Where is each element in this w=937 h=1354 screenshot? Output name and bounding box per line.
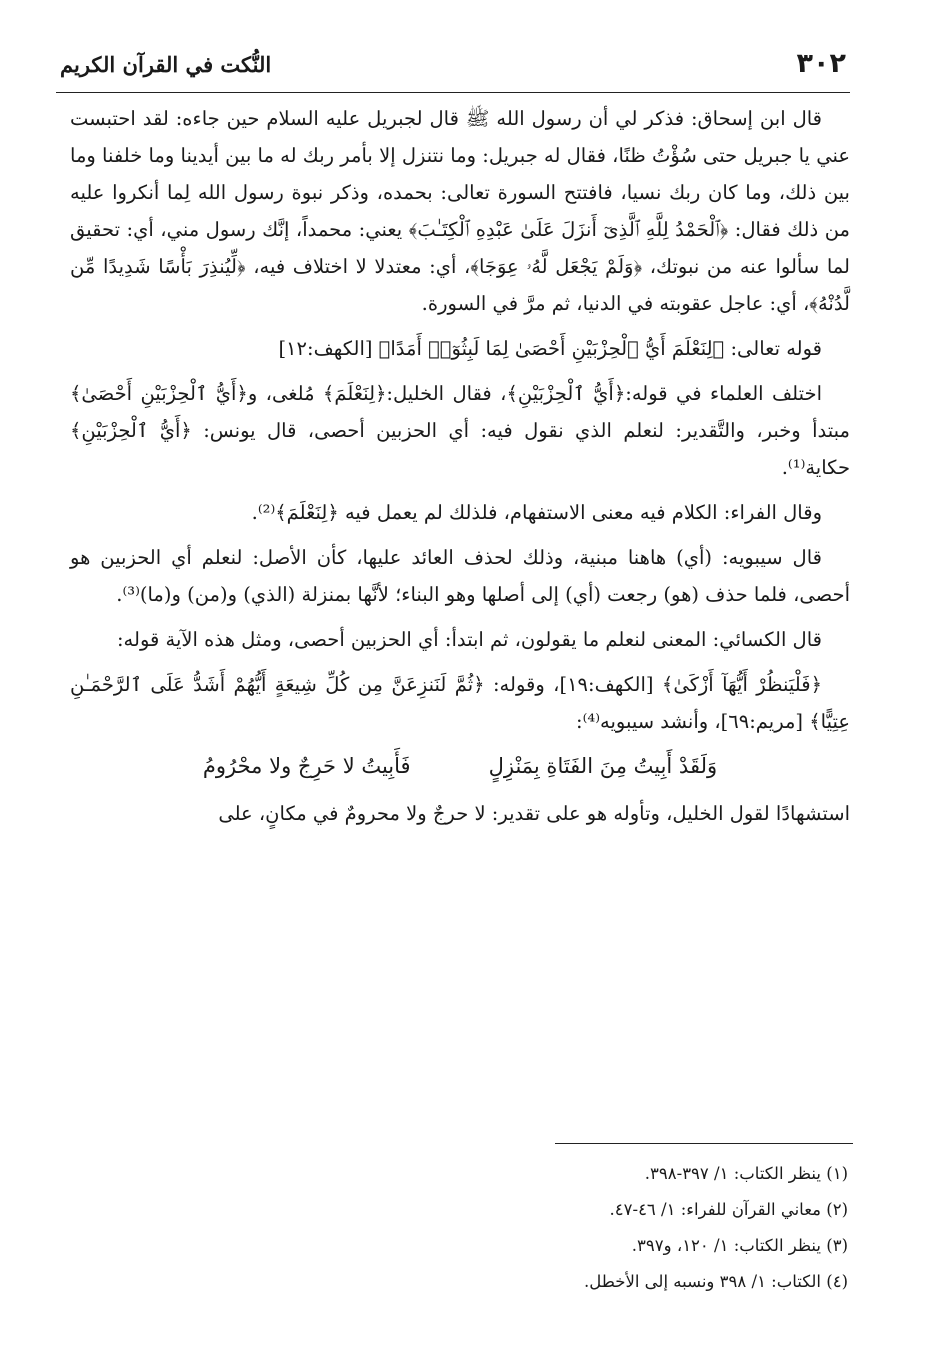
footnotes (120, 1156, 848, 1300)
running-title: النُّكت في القرآن الكريم (60, 52, 272, 77)
paragraph-kisai: قال الكسائي: المعنى لنعلم ما يقولون، ثم ابتدأ: أي الحزبين أحصى، ومثل هذه الآية قوله: (116, 628, 822, 651)
footnote-3: (٣) ينظر الكتاب: ١/ ١٢٠، و٣٩٧. (631, 1236, 848, 1255)
footnote-rule (555, 1143, 853, 1144)
paragraph-khalil: اختلف العلماء في قوله:﴿أَيُّ ٱلْحِزْبَيْنِ﴾، فقال الخليل:﴿لِنَعْلَمَ﴾ مُلغى، و﴿أَيُّ ٱلْحِزْبَيْنِ أَحْصَىٰ﴾ مبتدأ وخبر، والتَّقدير: لنعلم الذي نقول فيه: أي الحزبين أحصى، قال يونس: ﴿أَيُّ ٱلْحِزْبَيْنِ﴾ حكاية⁽¹⁾. (70, 382, 850, 479)
footnote-2: (٢) معاني القرآن للفراء: ١/ ٤٦-٤٧. (609, 1200, 848, 1219)
verse-second-hemistich: فَأَبِيتُ لا حَرِجٌ ولا محْرُومُ (202, 754, 411, 778)
footnote-4: (٤) الكتاب: ١/ ٣٩٨ ونسبه إلى الأخطل. (583, 1272, 848, 1291)
paragraph-sibawayh: قال سيبويه: (أي) هاهنا مبنية، وذلك لحذف العائد عليها، كأن الأصل: لنعلم أي الحزبين هو أحصى، فلما حذف (هو) رجعت (أي) إلى أصلها وهو البناء؛ لأنَّها بمنزلة (الذي) و(من) و(ما)⁽³⁾. (70, 546, 850, 606)
paragraph-verse-12: قوله تعالى: ﴿لِنَعْلَمَ أَيُّ ٱلْحِزْبَيْنِ أَحْصَىٰ لِمَا لَبِثُوٓا۟ أَمَدًا﴾ [الكهف:١٢] (278, 337, 822, 360)
paragraph-continuation: استشهادًا لقول الخليل، وتأوله هو على تقدير: لا حرجٌ ولا محرومٌ في مكانٍ، على (218, 802, 850, 825)
page-header (56, 44, 850, 92)
paragraph-ibn-ishaq: قال ابن إسحاق: فذكر لي أن رسول الله ﷺ قال لجبريل عليه السلام حين جاءه: لقد احتبست عني يا جبريل حتى سُؤْتُ ظنًا، فقال له جبريل: وما نتنزل إلا بأمر ربك له ما بين أيدينا وما خلفنا وما بين ذلك، وما كان ربك نسيا، فافتتح السورة تعالى: بحمده، وذكر نبوة رسول الله لِما أنكروا عليه من ذلك فقال: ﴿ٱلْحَمْدُ لِلَّهِ ٱلَّذِىٓ أَنزَلَ عَلَىٰ عَبْدِهِ ٱلْكِتَـٰبَ﴾ يعني: محمداً، إنَّك رسول مني، أي: تحقيق لما سألوا عنه من نبوتك، ﴿وَلَمْ يَجْعَل لَّهُۥ عِوَجَا﴾، أي: معتدلا لا اختلاف فيه، ﴿لِّيُنذِرَ بَأْسًا شَدِيدًا مِّن لَّدُنْهُ﴾، أي: عاجل عقوبته في الدنيا، ثم مرَّ في السورة. (70, 107, 850, 315)
paragraph-farra: وقال الفراء: الكلام فيه معنى الاستفهام، فلذلك لم يعمل فيه ﴿لِنَعْلَمَ﴾⁽²⁾. (251, 501, 822, 524)
poetry-verse (70, 748, 850, 785)
main-text (70, 100, 850, 840)
page-number: ٣٠٢ (796, 48, 846, 79)
footnote-1: (١) ينظر الكتاب: ١/ ٣٩٧-٣٩٨. (644, 1164, 848, 1183)
paragraph-quotations: ﴿فَلْيَنظُرْ أَيُّهَآ أَزْكَىٰ﴾ [الكهف:١٩]، وقوله: ﴿ثُمَّ لَنَنزِعَنَّ مِن كُلِّ شِيعَةٍ أَيُّهُمْ أَشَدُّ عَلَى ٱلرَّحْمَـٰنِ عِتِيًّا﴾ [مريم:٦٩]، وأنشد سيبويه⁽⁴⁾: (70, 673, 850, 733)
verse-first-hemistich: وَلَقَدْ أَبِيتُ مِنَ الفَتَاةِ بِمَنْزِلٍ (488, 754, 718, 778)
header-rule (56, 92, 850, 93)
